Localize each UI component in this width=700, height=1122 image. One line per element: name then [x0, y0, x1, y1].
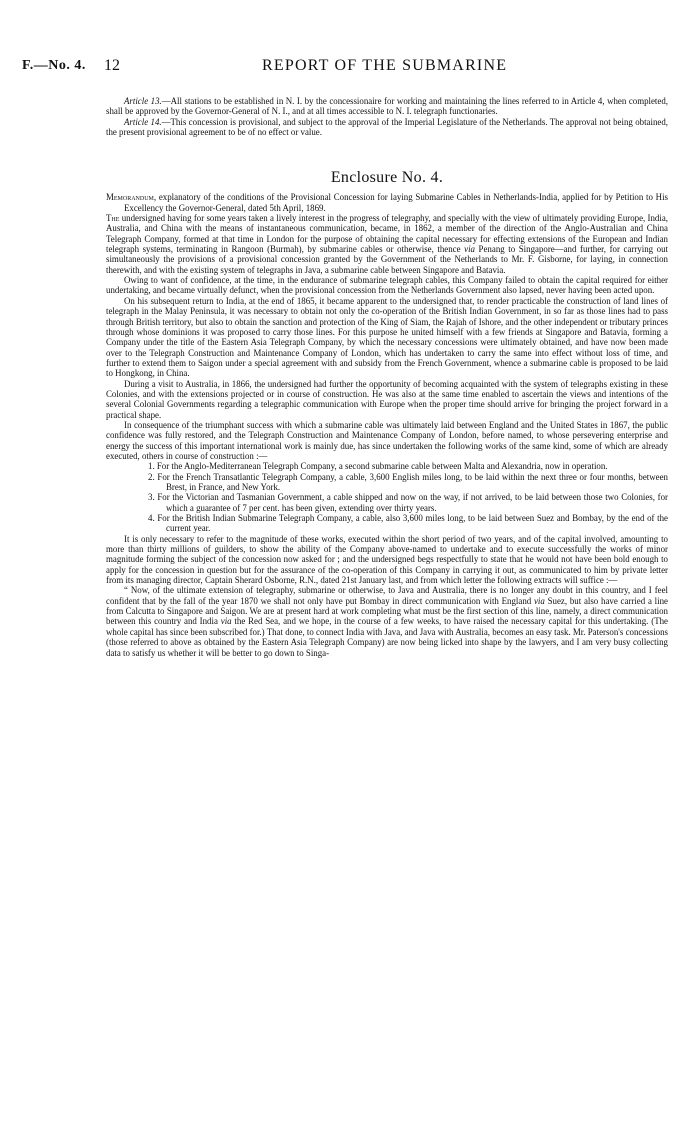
article-13 [106, 96, 668, 117]
paragraph-text: the Red Sea, and we hope, in the course of a few weeks, to have raised the necessary capital for this undertaking. (The whole capital has since been subscribed for.) That done, to connect India with Java, and Java with Australia, becomes an easy task. Mr. Paterson's concessions (those referred to above as obtained by the Eastern Asia Telegraph Company) are now being licked into shape by the lawyers, and I am very busy collecting data to satisfy us whether it will be better to go down to Singa- [106, 616, 668, 658]
document-reference: F.—No. 4. [22, 58, 86, 73]
article-text: —This concession is provisional, and subject to the approval of the Imperial Legislature of the Netherlands. The approval not being obtained, the present provisional agreement to be of no effect or value. [106, 116, 668, 138]
article-label: Article 13. [124, 96, 162, 106]
running-title: REPORT OF THE SUBMARINE [262, 57, 508, 74]
list-item: 3. For the Victorian and Tasmanian Government, a cable shipped and now on the way, if not arrived, to be laid between those two Colonies, for which a guarantee of 7 per cent. has been given, extending over thirty years. [148, 492, 668, 513]
paragraph: On his subsequent return to India, at the end of 1865, it became apparent to the undersigned that, to render practicable the construction of land lines of telegraph in the Malay Peninsula, it was necessary to obtain not only the co-operation of the British Indian Government, in so far as those lines had to pass through British territory, but also to obtain the sanction and protection of the King of Siam, the Rajah of Ishore, and the other independent or tributary princes through whose dominions it was proposed to carry those lines. For this purpose he united himself with a few friends at Singapore and Batavia, forming a Company under the title of the Eastern Asia Telegraph Company, by which the necessary concessions were ultimately obtained, and have now been made over to the Telegraph Construction and Maintenance Company of London, which has undertaken to carry the same into effect without loss of time, and further to extend them to Saigon under a special agreement with and subsidy from the French Government, whence a submarine cable is proposed to be laid to Hongkong, in China. [106, 295, 668, 379]
list-item: 1. For the Anglo-Mediterranean Telegraph Company, a second submarine cable between Malta and Alexandria, now in operation. [148, 461, 608, 472]
memorandum-label: Memorandum, [106, 192, 157, 203]
page-header [0, 58, 700, 82]
memorandum-heading [106, 192, 668, 213]
italic-via: via [533, 595, 545, 606]
list-item: 4. For the British Indian Submarine Telegraph Company, a cable, also 3,600 miles long, to be laid between Suez and Bombay, by the end of the current year. [148, 513, 668, 534]
italic-via: via [220, 616, 232, 627]
paragraph: During a visit to Australia, in 1866, the undersigned had further the opportunity of becoming acquainted with the system of telegraphs existing in these Colonies, and with the extensions projected or in course of construction. He was also at the same time enabled to ascertain the views and intentions of the several Colonial Governments regarding a telegraphic communication with Europe when the proper time should arrive for bringing the project forward in a practical shape. [106, 378, 668, 420]
paragraph-text: Penang to Singapore—and further, for carrying out simultaneously the provisions of a provisional concession granted by the Government of the Netherlands to Mr. F. Gisborne, for laying, in connection therewith, and with the existing system of telegraphs in Java, a submarine cable between Singapore and Batavia. [106, 244, 668, 275]
list-item: 2. For the French Transatlantic Telegraph Company, a cable, 3,600 English miles long, to be laid within the next three or four months, between Brest, in France, and New York. [148, 471, 668, 492]
article-text: —All stations to be established in N. I. by the concessionaire for working and maintaining the lines referred to in Article 4, when completed, shall be approved by the Governor-General of N. I., and at all times accessible to N. I. telegraph functionaries. [106, 96, 668, 117]
memorandum-text: explanatory of the conditions of the Provisional Concession for laying Submarine Cables in Netherlands-India, applied for by Petition to His Excellency the Governor-General, dated 5th April, 1869. [124, 192, 668, 213]
page-number: 12 [104, 57, 120, 74]
lead-word: The [106, 213, 120, 224]
paragraph: In consequence of the triumphant success with which a submarine cable was ultimately laid between England and the United States in 1867, the public confidence was fully restored, and the Telegraph Construction and Maintenance Company of London, before named, to whose persevering enterprise and energy the success of this important international work is mainly due, has since undertaken the following works of the same kind, some of which are already executed, others in course of construction :— [106, 419, 668, 461]
paragraph-text: Suez, but also have carried a line from Calcutta to Singapore and Saigon. We are at present hard at work completing what must be the first section of this line, namely, a direct communication between this country and India [106, 595, 668, 627]
document-body [106, 96, 668, 658]
quoted-letter [106, 585, 668, 657]
paragraph-text: “ Now, of the ultimate extension of telegraphy, submarine or otherwise, to Java and Australia, there is no longer any doubt in this country, and I feel confident that by the fall of the year 1870 we shall not only have put Bombay in direct communication with England [106, 585, 668, 606]
paragraph [106, 213, 668, 275]
paragraph: Owing to want of confidence, at the time, in the endurance of submarine telegraph cables, this Company failed to obtain the capital required for either undertaking, and became virtually defunct, when the provisional concession from the Netherlands Government also lapsed, never having been acted upon. [106, 275, 668, 296]
paragraph-text: undersigned having for some years taken a lively interest in the progress of telegraphy, and specially with the view of ultimately providing Europe, India, Australia, and China with the means of instantaneous communication, became, in 1862, a member of the direction of the Anglo-Australian and China Telegraph Company, formed at that time in London for the purpose of obtaining the capital necessary for effecting extensions of the European and Indian telegraph systems, terminating in Rangoon (Burmah), by submarine cables or otherwise, thence [106, 213, 668, 255]
article-label: Article 14. [124, 116, 162, 127]
article-14 [106, 117, 668, 138]
paragraph: It is only necessary to refer to the magnitude of these works, executed within the short period of two years, and of the capital involved, amounting to more than thirty millions of guilders, to show the ability of the Company above-named to undertake and to execute successfully the works of minor magnitude forming the subject of the concession now asked for ; and the undersigned begs respectfully to state that he would not have been bold enough to apply for the concession in question but for the assurance of the co-operation of this Company in carrying it out, as communicated to him by private letter from its managing director, Captain Sherard Osborne, R.N., dated 21st January last, and from which letter the following extracts will suffice :— [106, 533, 668, 586]
italic-via: via [464, 244, 475, 255]
enclosure-heading: Enclosure No. 4. [330, 169, 444, 187]
